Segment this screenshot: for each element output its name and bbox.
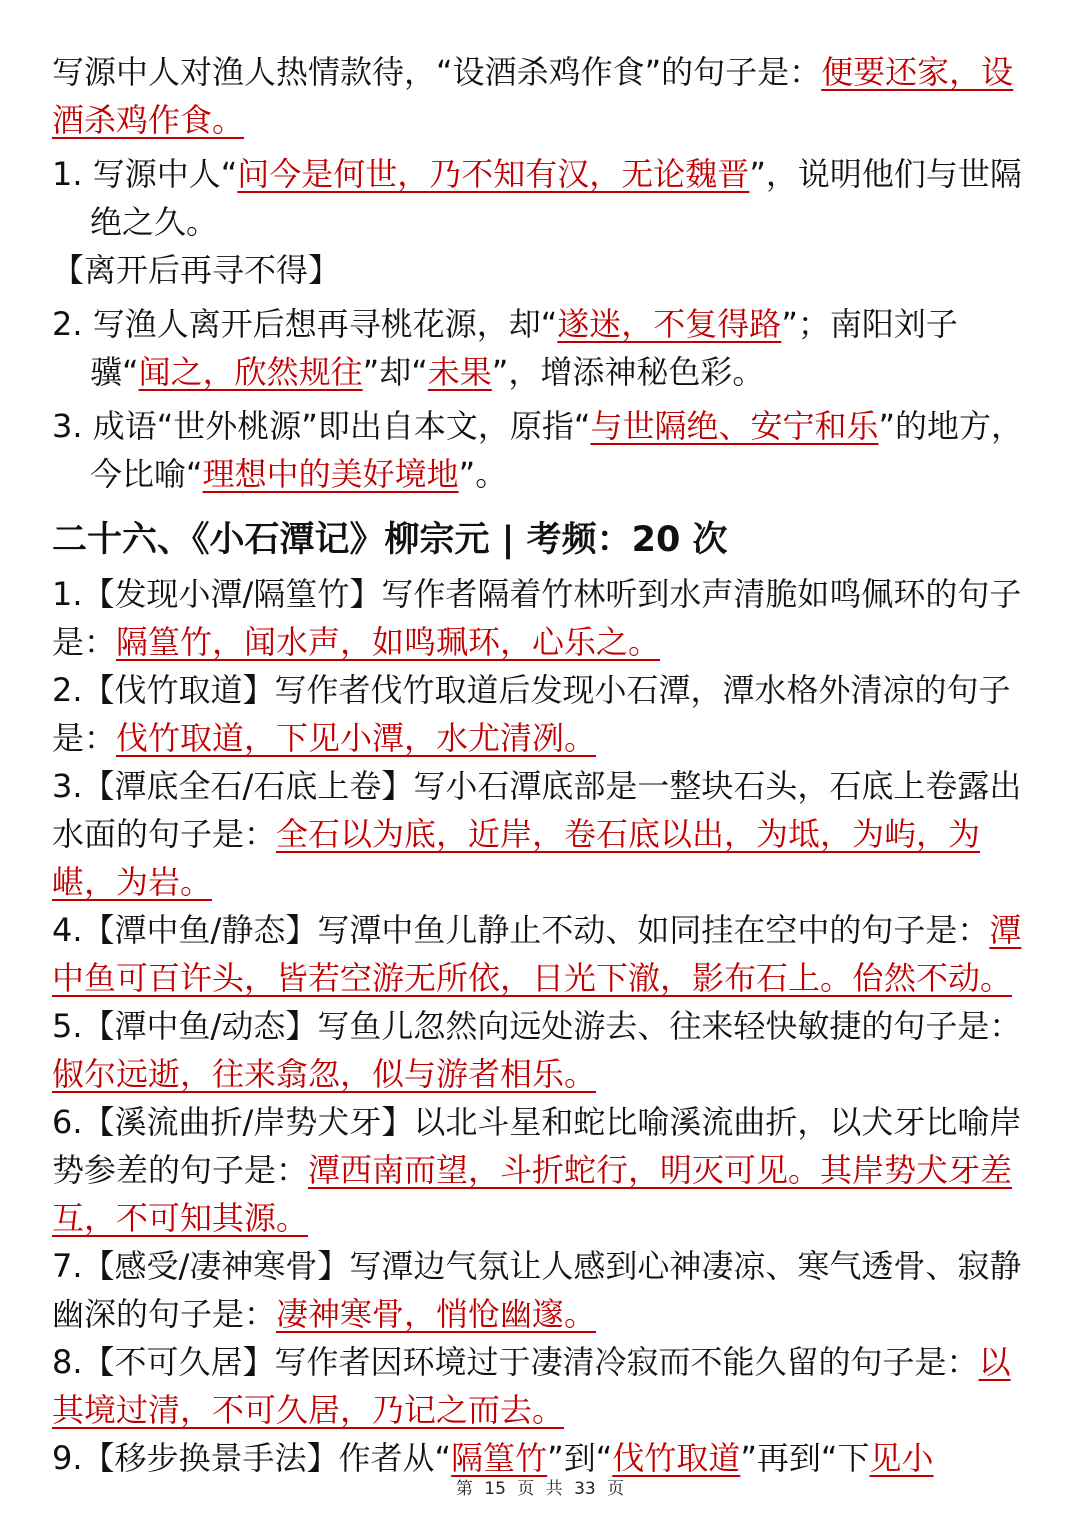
item-text: ”。 [458,455,508,493]
item-text: ”，说明他们与世隔绝之久。 [90,155,1022,241]
item-7 [52,1242,1032,1338]
item-text: ”再到“下 [740,1439,870,1477]
page-footer: 第 15 页 共 33 页 [455,1479,625,1499]
item-text: 以北斗星和蛇比喻溪流曲折，以犬牙比喻岸势参差的句子是： [52,1103,1022,1189]
item-number: 4. [52,911,83,949]
item-6 [52,1098,1032,1242]
intro-paragraph [52,48,1032,144]
item-answer: 闻之，欣然规往 [138,353,363,391]
item-tag: 【伐竹取道】 [82,671,275,709]
item-text: ”到“ [547,1439,613,1477]
item-3 [52,762,1032,906]
item-answer: 以其境过清，不可久居，乃记之而去。 [52,1343,1011,1429]
item-number: 2. [52,305,83,343]
item-tag: 【感受/凄神寒骨】 [82,1247,350,1285]
item-number: 5. [52,1007,83,1045]
item-text: 写源中人“ [92,155,238,193]
item-answer: 潭西南而望，斗折蛇行，明灭可见。其岸势犬牙差互，不可知其源。 [52,1151,1013,1237]
section-label: 【离开后再寻不得】 [52,251,341,289]
section-heading: 二十六、《小石潭记》柳宗元 | 考频：20 次 [52,520,728,560]
item-text: 写作者因环境过于凄清冷寂而不能久留的句子是： [274,1343,979,1381]
top-item-1 [52,150,1032,246]
item-answer: 伐竹取道，下见小潭，水尤清冽。 [116,719,597,757]
item-answer: 隔篁竹 [451,1439,548,1477]
top-item-3 [52,402,1032,498]
item-answer: 见小 [869,1439,934,1477]
item-number: 9. [52,1439,83,1477]
intro-answer: 便要还家，设酒杀鸡作食。 [52,53,1014,139]
item-1 [52,570,1032,666]
item-tag: 【发现小潭/隔篁竹】 [82,575,382,613]
item-text: 写作者伐竹取道后发现小石潭，潭水格外清凉的句子是： [52,671,1011,757]
item-number: 1. [52,575,83,613]
item-text: 写鱼儿忽然向远处游去、往来轻快敏捷的句子是： [317,1007,1022,1045]
item-answer: 与世隔绝、安宁和乐 [590,407,879,445]
item-answer: 凄神寒骨，悄怆幽邃。 [276,1295,597,1333]
item-text: 写渔人离开后想再寻桃花源，却“ [92,305,558,343]
item-answer: 潭中鱼可百许头，皆若空游无所依，日光下澈，影布石上。佁然不动。 [52,911,1022,997]
item-number: 6. [52,1103,83,1141]
item-text: 作者从“ [338,1439,452,1477]
item-tag: 【溪流曲折/岸势犬牙】 [82,1103,414,1141]
item-number: 3. [52,407,83,445]
item-tag: 【潭底全石/石底上卷】 [82,767,414,805]
item-answer: 全石以为底，近岸，卷石底以出，为坻，为屿，为嵁，为岩。 [52,815,981,901]
item-text: 写潭中鱼儿静止不动、如同挂在空中的句子是： [317,911,990,949]
item-answer: 问今是何世，乃不知有汉，无论魏晋 [237,155,750,193]
item-5 [52,1002,1032,1098]
item-number: 3. [52,767,83,805]
item-text: 写小石潭底部是一整块石头，石底上卷露出水面的句子是： [52,767,1022,853]
item-text: ”；南阳刘子骥“ [90,305,958,391]
item-number: 7. [52,1247,83,1285]
item-tag: 【潭中鱼/静态】 [82,911,318,949]
item-8 [52,1338,1032,1434]
intro-text: 写源中人对渔人热情款待，“设酒杀鸡作食”的句子是： [52,53,822,91]
item-text: 写潭边气氛让人感到心神凄凉、寒气透骨、寂静幽深的句子是： [52,1247,1022,1333]
item-answer: 理想中的美好境地 [202,455,459,493]
item-tag: 【潭中鱼/动态】 [82,1007,318,1045]
item-number: 1. [52,155,83,193]
item-text: ”，增添神秘色彩。 [491,353,765,391]
item-text: 写作者隔着竹林听到水声清脆如鸣佩环的句子是： [52,575,1022,661]
item-answer: 俶尔远逝，往来翕忽，似与游者相乐。 [52,1055,597,1093]
item-text: ”却“ [362,353,428,391]
page-content [52,48,1032,1482]
item-tag: 【移步换景手法】 [82,1439,339,1477]
item-tag: 【不可久居】 [82,1343,275,1381]
item-text: ”的地方，今比喻“ [90,407,1024,493]
item-4 [52,906,1032,1002]
item-answer: 遂迷，不复得路 [557,305,782,343]
item-2 [52,666,1032,762]
item-answer: 未果 [427,353,492,391]
top-item-2 [52,300,1032,396]
item-number: 2. [52,671,83,709]
item-text: 成语“世外桃源”即出自本文，原指“ [92,407,591,445]
item-answer: 隔篁竹，闻水声，如鸣珮环，心乐之。 [116,623,661,661]
item-number: 8. [52,1343,83,1381]
item-answer: 伐竹取道 [612,1439,741,1477]
